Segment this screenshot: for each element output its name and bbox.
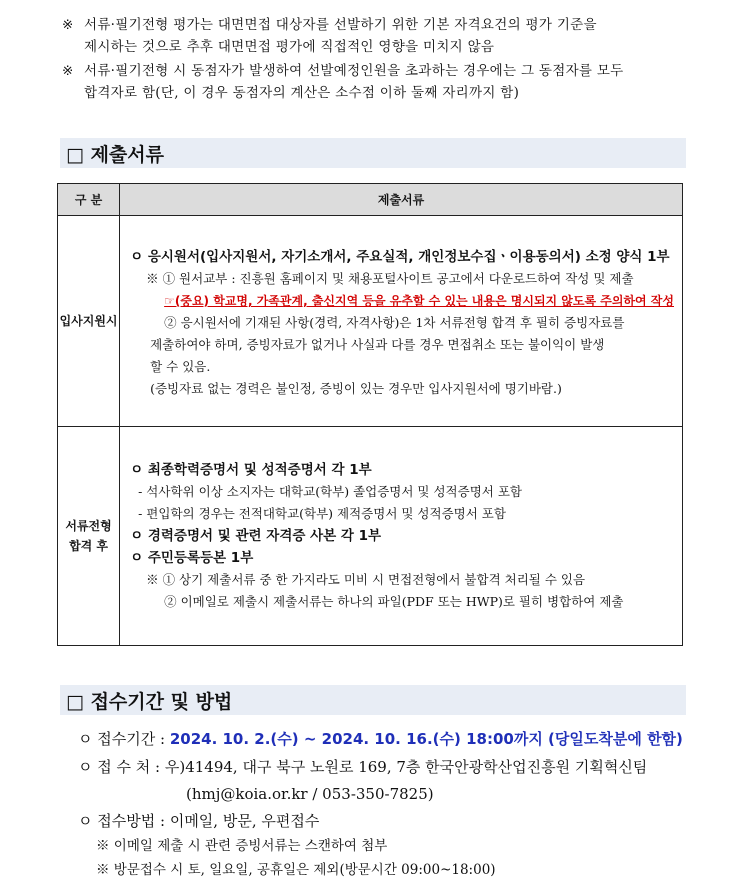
- doc-note: (증빙자료 없는 경력은 불인정, 증빙이 있는 경우만 입사지원서에 명기바람.): [150, 381, 562, 396]
- table-header-row: [58, 184, 683, 216]
- row-content: [120, 216, 683, 427]
- note-text: 서류·필기전형 평가는 대면면접 대상자를 선발하기 위한 기본 자격요건의 평가 기준을: [84, 17, 597, 33]
- note-text: 서류·필기전형 시 동점자가 발생하여 선발예정인원을 초과하는 경우에는 그 동점자를 모두: [84, 63, 624, 79]
- section-title: □ 제출서류: [66, 144, 164, 166]
- doc-item: ㅇ 주민등록등본 1부: [130, 550, 254, 566]
- method-value: 이메일, 방문, 우편접수: [169, 812, 320, 830]
- row-label-line: 합격 후: [69, 539, 109, 553]
- doc-subitem: - 석사학위 이상 소지자는 대학교(학부) 졸업증명서 및 성적증명서 포함: [138, 484, 522, 499]
- bottom-note: ※ 이메일 제출 시 관련 증빙서류는 스캔하여 첨부: [96, 838, 388, 854]
- row-label-line: 서류전형: [65, 519, 112, 533]
- method-row: [78, 808, 319, 834]
- period-label: ㅇ 접수기간 :: [78, 730, 166, 748]
- row-content: [120, 427, 683, 646]
- doc-note: ② 이메일로 제출시 제출서류는 하나의 파일(PDF 또는 HWP)로 필히 병합하여 제출: [164, 594, 624, 609]
- address-label: ㅇ 접 수 처 :: [78, 758, 161, 776]
- section-header-submission: [60, 685, 686, 715]
- method-label: ㅇ 접수방법 :: [78, 812, 166, 830]
- section-title: □ 접수기간 및 방법: [66, 691, 233, 713]
- note-mark: ※: [62, 63, 74, 79]
- period-value: 2024. 10. 2.(수) ~ 2024. 10. 16.(수) 18:00까지 (당일도착분에 한함): [169, 730, 683, 748]
- documents-table: [57, 183, 683, 646]
- doc-note: ※ ① 상기 제출서류 중 한 가지라도 미비 시 면접전형에서 불합격 처리될 수 있음: [146, 572, 586, 587]
- table-row: [58, 216, 683, 427]
- top-note-1: [62, 14, 732, 58]
- top-note-2: [62, 60, 732, 104]
- doc-item: ㅇ 최종학력증명서 및 성적증명서 각 1부: [130, 462, 372, 478]
- bottom-notes: [96, 834, 496, 882]
- table-row: [58, 427, 683, 646]
- bottom-note: ※ 방문접수 시 토, 일요일, 공휴일은 제외(방문시간 09:00~18:00): [96, 862, 496, 878]
- doc-item: ㅇ 응시원서(입사지원서, 자기소개서, 주요실적, 개인정보수집ㆍ이용동의서) 소정 양식 1부: [130, 249, 670, 265]
- doc-note: 제출하여야 하며, 증빙자료가 없거나 사실과 다를 경우 면접취소 또는 불이익이 발생: [150, 337, 605, 352]
- column-header: 제출서류: [120, 184, 683, 216]
- column-header: 구 분: [58, 184, 120, 216]
- note-text: 제시하는 것으로 추후 대면면접 평가에 직접적인 영향을 미치지 않음: [84, 39, 495, 55]
- contact-line: (hmj@koia.or.kr / 053-350-7825): [186, 785, 434, 803]
- row-label: [58, 427, 120, 646]
- section-header-documents: [60, 138, 686, 168]
- address-row: [78, 754, 647, 780]
- doc-note: ※ ① 원서교부 : 진흥원 홈페이지 및 채용포털사이트 공고에서 다운로드하여 작성 및 제출: [146, 271, 634, 286]
- doc-note: ② 응시원서에 기재된 사항(경력, 자격사항)은 1차 서류전형 합격 후 필히 증빙자료를: [164, 315, 625, 330]
- note-text: 합격자로 함(단, 이 경우 동점자의 계산은 소수점 이하 둘째 자리까지 함): [84, 85, 520, 101]
- row-label: 입사지원시: [58, 216, 120, 427]
- doc-item: ㅇ 경력증명서 및 관련 자격증 사본 각 1부: [130, 528, 382, 544]
- doc-note: 할 수 있음.: [150, 359, 211, 374]
- period-row: [78, 726, 683, 752]
- warning-note: ☞(중요) 학교명, 가족관계, 출신지역 등을 유추할 수 있는 내용은 명시되지 않도록 주의하여 작성: [164, 294, 674, 308]
- doc-subitem: - 편입학의 경우는 전적대학교(학부) 제적증명서 및 성적증명서 포함: [138, 506, 506, 521]
- note-mark: ※: [62, 17, 74, 33]
- address-value: 우)41494, 대구 북구 노원로 169, 7층 한국안광학산업진흥원 기획혁신팀: [164, 758, 648, 776]
